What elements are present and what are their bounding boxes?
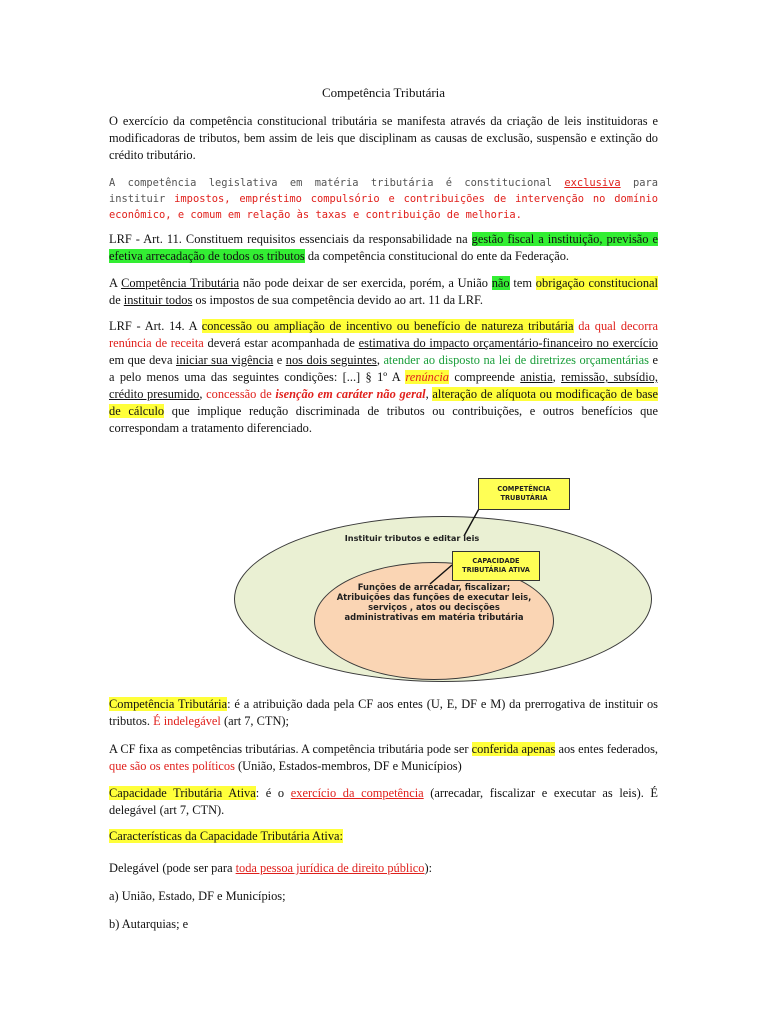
text-estimativa: estimativa do impacto orçamentário-financeiro no exercício: [358, 336, 659, 350]
box-label-line: CAPACIDADE: [472, 557, 520, 565]
highlight-renuncia: renúncia: [405, 370, 449, 384]
text-segment: da competência constitucional do ente da Federação.: [304, 249, 569, 263]
box-label-line: COMPETÊNCIA: [497, 485, 551, 493]
text-remissao: remissão, subsídio, crédito presumido: [109, 370, 658, 401]
text-segment: A: [109, 276, 122, 290]
highlight-fiscal-management: gestão fiscal a instituição, previsão e efetiva arrecadação de todos os tributos: [109, 232, 658, 263]
highlight-caracteristicas: Características da Capacidade Tributária Ativa:: [109, 829, 343, 843]
text-segment: (art 7, CTN);: [220, 714, 289, 728]
paragraph-cf-fixa: [109, 741, 658, 775]
text-segment: aos entes federados,: [555, 742, 658, 756]
text-entes-politicos: que são os entes políticos: [109, 759, 235, 773]
paragraph-def-competencia: [109, 696, 658, 730]
connector-lines: [234, 476, 664, 686]
text-instituir-todos: instituir todos: [123, 293, 193, 307]
text-renuncia-receita: da qual decorra renúncia de receita: [109, 319, 658, 350]
text-segment: ,: [376, 353, 384, 367]
text-segment: ,: [552, 370, 562, 384]
paragraph-constitutional-competence: [109, 175, 658, 223]
text-segment: Delegável (pode ser para: [109, 861, 236, 875]
text-segment: não pode deixar de ser exercida, porém, a União: [239, 276, 492, 290]
document-title: Competência Tributária: [321, 85, 446, 100]
inner-label-line: Funções de arrecadar, fiscalizar;: [357, 582, 511, 592]
list-item-a: a) União, Estado, DF e Municípios;: [109, 889, 286, 903]
highlight-nao: não: [491, 276, 510, 290]
text-segment: deverá estar acompanhada de: [203, 336, 359, 350]
text-concessao-de: concessão de: [206, 387, 276, 401]
text-segment: ,: [199, 387, 207, 401]
outer-label: Instituir tributos e editar leis: [344, 533, 480, 543]
paragraph-def-capacidade: [109, 785, 658, 819]
box-label-line: TRUBUTÁRIA: [500, 494, 548, 502]
text-exclusiva: exclusiva: [564, 177, 621, 189]
text-segment: (arrecadar, fiscalizar e executar as leis). É delegável (art 7, CTN).: [109, 786, 658, 817]
text-segment: (União, Estados-membros, DF e Municípios): [234, 759, 462, 773]
text-segment: os impostos de sua competência devido ao art. 11 da LRF.: [192, 293, 483, 307]
paragraph-intro: O exercício da competência constitucional tributária se manifesta através da criação de leis instituidoras e modificadoras de tributos, bem assim de leis que disciplinam as causas de exclusão, suspensão e extinção do crédito tributário.: [109, 114, 658, 162]
text-segment: ,: [425, 387, 433, 401]
text-indelegavel: É indelegável: [153, 714, 221, 728]
text-competencia-tributaria: Competência Tributária: [121, 276, 240, 290]
text-segment: LRF - Art. 11. Constituem requisitos essenciais da responsabilidade na: [109, 232, 472, 246]
text-segment: tem: [509, 276, 536, 290]
section-heading-caracteristicas: [109, 828, 658, 845]
text-segment: em que deva: [109, 353, 176, 367]
text-segment: A CF fixa as competências tributárias. A competência tributária pode ser: [109, 742, 472, 756]
highlight-obrigacao: obrigação constitucional: [535, 276, 658, 290]
highlight-competencia-tributaria: Competência Tributária: [109, 697, 228, 711]
text-segment: de: [109, 293, 124, 307]
box-label-line: TRIBUTÁRIA ATIVA: [462, 566, 530, 574]
paragraph-lrf-art11: [109, 231, 658, 265]
text-dois-seguintes: nos dois seguintes: [285, 353, 377, 367]
text-segment: e a pelo menos uma das seguintes condições: [...] § 1º A: [109, 353, 658, 384]
competence-diagram: [234, 476, 664, 686]
highlight-concessao: concessão ou ampliação de incentivo ou benefício de natureza tributária: [201, 319, 574, 333]
text-segment: que implique redução discriminada de tributos ou contribuições, e outros benefícios que correspondam a tratamento diferenciado.: [109, 404, 658, 435]
text-segment: LRF - Art. 14. A: [109, 319, 202, 333]
list-item-b: b) Autarquias; e: [109, 917, 189, 931]
text-segment: : é a atribuição dada pela CF aos entes (U, E, DF e M) da prerrogativa de instituir os tributos.: [109, 697, 659, 728]
text-iniciar-vigencia: iniciar sua vigência: [176, 353, 274, 367]
paragraph-delegavel: [109, 860, 658, 877]
text-segment: A competência legislativa em matéria tributária é constitucional: [109, 177, 565, 189]
text-anistia: anistia: [520, 370, 553, 384]
box-capacidade-tributaria-ativa: [452, 551, 540, 581]
inner-label: [304, 582, 564, 622]
highlight-conferida-apenas: conferida apenas: [471, 742, 556, 756]
inner-label-line: administrativas em matéria tributária: [344, 612, 524, 622]
text-pessoa-juridica: toda pessoa jurídica de direito público: [235, 861, 425, 875]
text-segment: e: [273, 353, 286, 367]
inner-label-line: Atribuições das funções de executar leis,: [336, 592, 532, 602]
text-segment: compreende: [449, 370, 521, 384]
highlight-aliquota: alteração de alíquota ou modificação de base de cálculo: [109, 387, 658, 418]
text-diretrizes: atender ao disposto na lei de diretrizes orçamentárias: [383, 353, 649, 367]
text-segment: ):: [424, 861, 433, 875]
paragraph-competence-union: [109, 275, 658, 309]
text-exercicio-competencia: exercício da competência: [290, 786, 424, 800]
paragraph-lrf-art14: [109, 318, 658, 437]
inner-label-line: serviços , atos ou decisções: [368, 602, 500, 612]
text-segment: para instituir: [109, 177, 659, 205]
highlight-capacidade-ativa: Capacidade Tributária Ativa: [109, 786, 256, 800]
text-isencao: isenção em caráter não geral: [275, 387, 426, 401]
text-taxes-list: impostos, empréstimo compulsório e contribuições de intervenção no domínio econômico, e comum em relação às taxas e contribuição de melhoria.: [109, 193, 658, 221]
text-segment: : é o: [255, 786, 291, 800]
box-competencia-tributaria: [478, 478, 570, 510]
